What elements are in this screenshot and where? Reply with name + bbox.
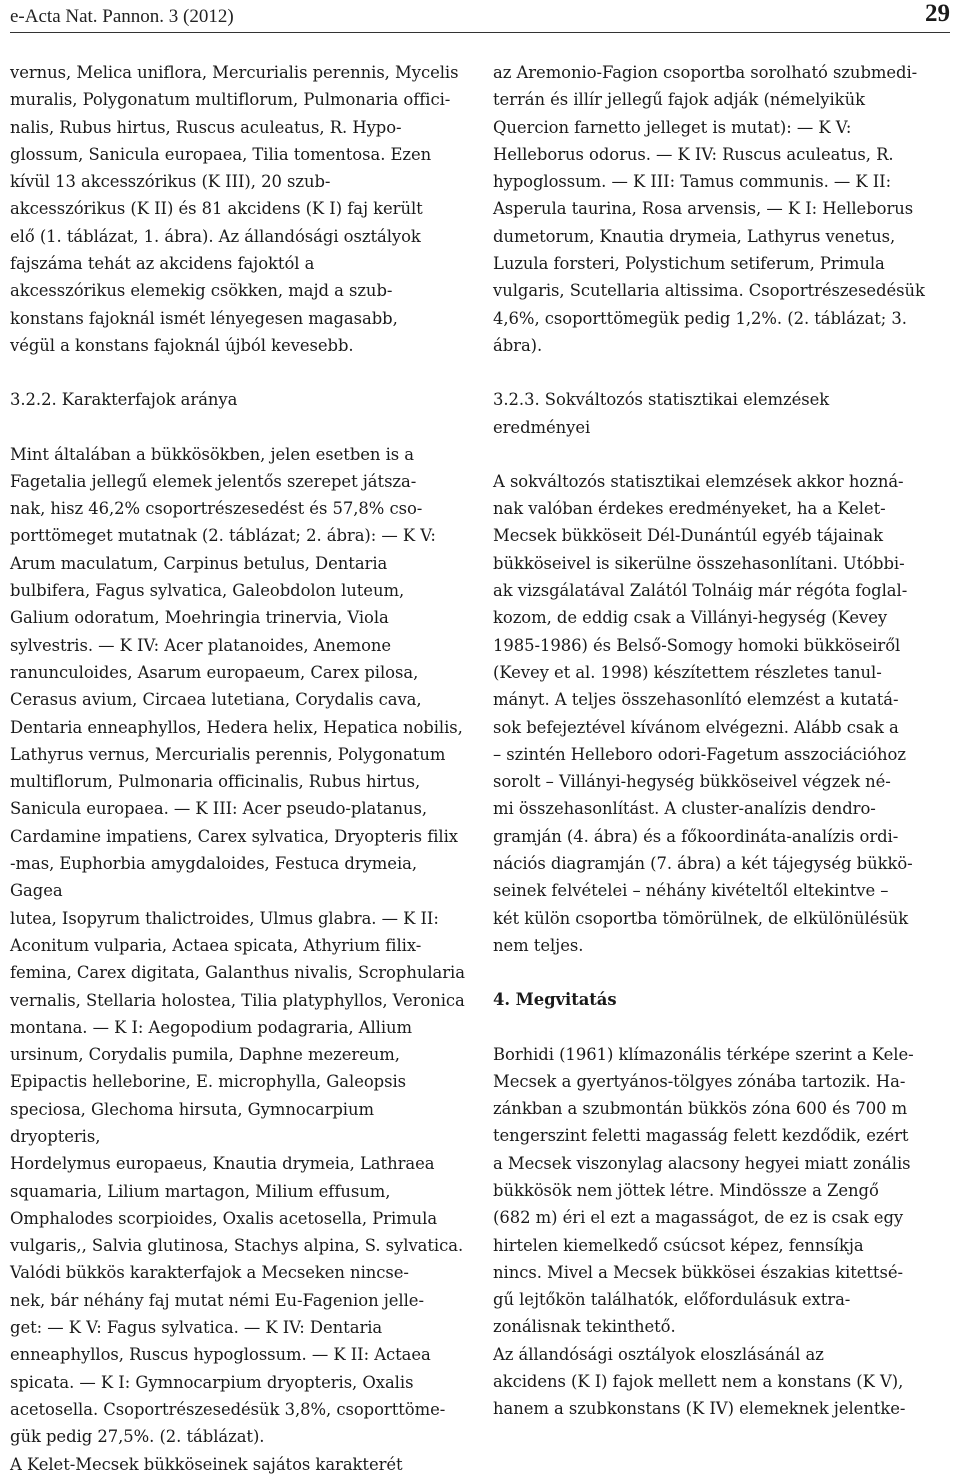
section-heading-3-2-2: 3.2.2. Karakterfajok aránya [10,390,238,410]
header-rule [10,32,950,33]
right-column [493,59,951,1423]
right-paragraph-1: az Aremonio-Fagion csoportba sorolható szubmedi- terrán és illír jellegű fajok adják (némelyikük Quercion farnetto jelleget is mutat): — K V: Helleborus odorus. — K IV: Ruscus aculeatus, R. hypoglossum. — K III: Tamus communis. — K II: Asperula taurina, Rosa arvensis, — K I: Helleborus dumetorum, Knautia drymeia, Lathyrus venetus, Luzula forsteri, Polystichum setiferum, Primula vulgaris, Scutellaria altissima. Csoportrészesedésük 4,6%, csoporttömegük pedig 1,2%. (2. táblázat; 3. ábra). [493,63,925,355]
page-header [10,0,950,30]
section-heading-3-2-3: 3.2.3. Sokváltozós statisztikai elemzések eredményei [493,390,830,437]
left-paragraph-2: Mint általában a bükkösökben, jelen esetben is a Fagetalia jellegű elemek jelentős szerepet játsza- nak, hisz 46,2% csoportrészesedést és 57,8% cso- porttömeget mutatnak (2. táblázat; 2. ábra): — K V: Arum maculatum, Carpinus betulus, Dentaria bulbifera, Fagus sylvatica, Galeobdolon luteum, Galium odoratum, Moehringia trinervia, Viola sylvestris. — K IV: Acer platanoides, Anemone ranunculoides, Asarum europaeum, Carex pilosa, Cerasus avium, Circaea lutetiana, Corydalis cava, Dentaria enneaphyllos, Hedera helix, Hepatica nobilis, Lathyrus vernus, Mercurialis perennis, Polygonatum multiflorum, Pulmonaria officinalis, Rubus hirtus, Sanicula europaea. — K III: Acer pseudo-platanus, Cardamine impatiens, Carex sylvatica, Dryopteris filix -mas, Euphorbia amygdaloides, Festuca drymeia, Gagea lutea, Isopyrum thalictroides, Ulmus glabra. — K II: Aconitum vulparia, Actaea spicata, Athyrium filix- femina, Carex digitata, Galanthus nivalis, Scrophularia vernalis, Stellaria holostea, Tilia platyphyllos, Veronica montana. — K I: Aegopodium podagraria, Allium ursinum, Corydalis pumila, Daphne mezereum, Epipactis helleborine, E. microphylla, Galeopsis speciosa, Glechoma hirsuta, Gymnocarpium dryopteris, Hordelymus europaeus, Knautia drymeia, Lathraea squamaria, Lilium martagon, Milium effusum, Omphalodes scorpioides, Oxalis acetosella, Primula vulgaris,, Salvia glutinosa, Stachys alpina, S. sylvatica. Valódi bükkös karakterfajok a Mecseken nincse- nek, bár néhány faj mutat némi Eu-Fagenion jelle- get: — K V: Fagus sylvatica. — K IV: Dentaria enneaphyllos, Ruscus hypoglossum. — K II: Actaea spicata. — K I: Gymnocarpium dryopteris, Oxalis acetosella. Csoportrészesedésük 3,8%, csoporttöme- gük pedig 27,5%. (2. táblázat). A Kelet-Mecsek bükköseinek sajátos karakterét [10,444,465,1474]
running-head: e-Acta Nat. Pannon. 3 (2012) [10,6,234,27]
left-paragraph-1: vernus, Melica uniflora, Mercurialis perennis, Mycelis muralis, Polygonatum multiflorum, Pulmonaria offici- nalis, Rubus hirtus, Ruscus aculeatus, R. Hypo- glossum, Sanicula europaea, Tilia tomentosa. Ezen kívül 13 akcesszórikus (K III), 20 szub- akcesszórikus (K II) és 81 akcidens (K I) faj került elő (1. táblázat, 1. ábra). Az állandósági osztályok fajszáma tehát az akcidens fajoktól a akcesszórikus elemekig csökken, majd a szub- konstans fajoknál ismét lényegesen magasabb, végül a konstans fajoknál újból kevesebb. [10,63,459,355]
left-column [10,59,468,1478]
right-paragraph-3: Borhidi (1961) klímazonális térképe szerint a Kele- Mecsek a gyertyános-tölgyes zónába tartozik. Ha- zánkban a szubmontán bükkös zóna 600 és 700 m tengerszint feletti magasság felett kezdődik, ezért a Mecsek viszonylag alacsony hegyei miatt zonális bükkösök nem jöttek létre. Mindössze a Zengő (682 m) éri el ezt a magasságot, de ez is csak egy hirtelen kiemelkedő csúcsot képez, fennsíkja nincs. Mivel a Mecsek bükkösei északias kitettsé- gű lejtőkön találhatók, előfordulásuk extra- zonálisnak tekinthető. Az állandósági osztályok eloszlásánál az akcidens (K I) fajok mellett nem a konstans (K V), hanem a szubkonstans (K IV) elemeknek jelentke- [493,1044,914,1419]
section-heading-4: 4. Megvitatás [493,990,617,1010]
page-number: 29 [925,0,950,27]
right-paragraph-2: A sokváltozós statisztikai elemzések akkor hozná- nak valóban érdekes eredményeket, ha a Kelet- Mecsek bükköseit Dél-Dunántúl egyéb tájainak bükköseivel is sikerülne összehasonlítani. Utóbbi- ak vizsgálatával Zalától Tolnáig már régóta foglal- kozom, de eddig csak a Villányi-hegység (Kevey 1985-1986) és Belső-Somogy homoki bükköseiről (Kevey et al. 1998) készítettem részletes tanul- mányt. A teljes összehasonlító elemzést a kutatá- sok befejeztével kívánom elvégezni. Alább csak a – szintén Helleboro odori-Fagetum asszociációhoz sorolt – Villányi-hegység bükköseivel végzek né- mi összehasonlítást. A cluster-analízis dendro- gramján (4. ábra) és a főkoordináta-analízis ordi- nációs diagramján (7. ábra) a két tájegység bükkö- seinek felvételei – néhány kivételtől eltekintve – két külön csoportba tömörülnek, de elkülönülésük nem teljes. [493,471,913,955]
